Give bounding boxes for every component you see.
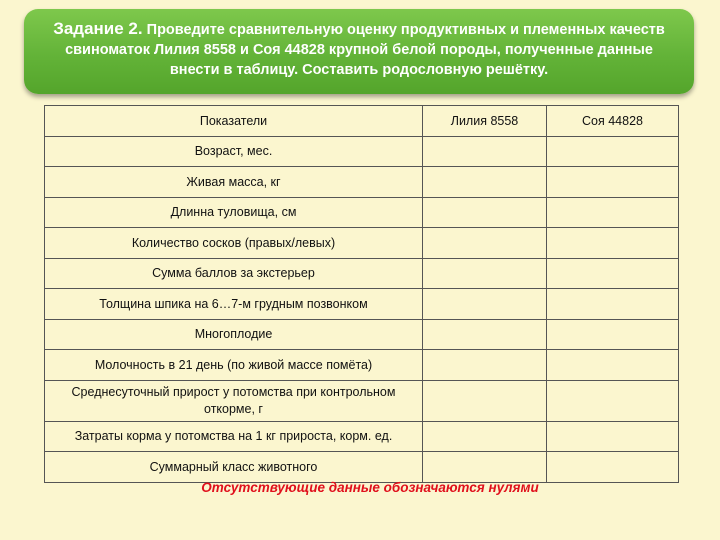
task-text: Проведите сравнительную оценку продуктивных и племенных качеств свиноматок Лилия 8558 и Соя 44828 крупной белой породы, полученные данные внести в таблицу. Составить родословную решётку.	[65, 22, 665, 78]
table-row	[45, 228, 679, 259]
cell-liliya[interactable]	[423, 167, 547, 198]
cell-liliya[interactable]	[423, 320, 547, 350]
row-label: Молочность в 21 день (по живой массе помёта)	[45, 350, 423, 381]
table-row	[45, 422, 679, 452]
table-row	[45, 381, 679, 422]
cell-soya[interactable]	[547, 137, 679, 167]
comparison-table	[44, 105, 679, 483]
cell-liliya[interactable]	[423, 350, 547, 381]
row-label: Суммарный класс животного	[45, 452, 423, 483]
cell-liliya[interactable]	[423, 381, 547, 422]
row-label: Затраты корма у потомства на 1 кг прироста, корм. ед.	[45, 422, 423, 452]
table-row	[45, 350, 679, 381]
cell-soya[interactable]	[547, 167, 679, 198]
table-row	[45, 259, 679, 289]
cell-liliya[interactable]	[423, 259, 547, 289]
row-label: Возраст, мес.	[45, 137, 423, 167]
cell-soya[interactable]	[547, 422, 679, 452]
row-label: Многоплодие	[45, 320, 423, 350]
cell-liliya[interactable]	[423, 198, 547, 228]
cell-liliya[interactable]	[423, 422, 547, 452]
cell-soya[interactable]	[547, 452, 679, 483]
header-soya: Соя 44828	[547, 106, 679, 137]
cell-liliya[interactable]	[423, 137, 547, 167]
row-label: Толщина шпика на 6…7-м грудным позвонком	[45, 289, 423, 320]
row-label: Длинна туловища, см	[45, 198, 423, 228]
cell-soya[interactable]	[547, 320, 679, 350]
row-label: Сумма баллов за экстерьер	[45, 259, 423, 289]
cell-soya[interactable]	[547, 228, 679, 259]
cell-soya[interactable]	[547, 350, 679, 381]
footnote: Отсутствующие данные обозначаются нулями	[201, 480, 539, 495]
table-row	[45, 289, 679, 320]
task-banner	[24, 9, 694, 94]
cell-liliya[interactable]	[423, 452, 547, 483]
row-label: Среднесуточный прирост у потомства при контрольном откорме, г	[45, 381, 423, 422]
table-row	[45, 452, 679, 483]
header-indicator: Показатели	[45, 106, 423, 137]
cell-soya[interactable]	[547, 259, 679, 289]
cell-soya[interactable]	[547, 381, 679, 422]
table-row	[45, 198, 679, 228]
task-title: Задание 2.	[53, 19, 143, 38]
table-row	[45, 320, 679, 350]
row-label: Живая масса, кг	[45, 167, 423, 198]
cell-soya[interactable]	[547, 198, 679, 228]
cell-liliya[interactable]	[423, 289, 547, 320]
cell-soya[interactable]	[547, 289, 679, 320]
header-liliya: Лилия 8558	[423, 106, 547, 137]
table-row	[45, 167, 679, 198]
row-label: Количество сосков (правых/левых)	[45, 228, 423, 259]
cell-liliya[interactable]	[423, 228, 547, 259]
table-header-row	[45, 106, 679, 137]
table-row	[45, 137, 679, 167]
